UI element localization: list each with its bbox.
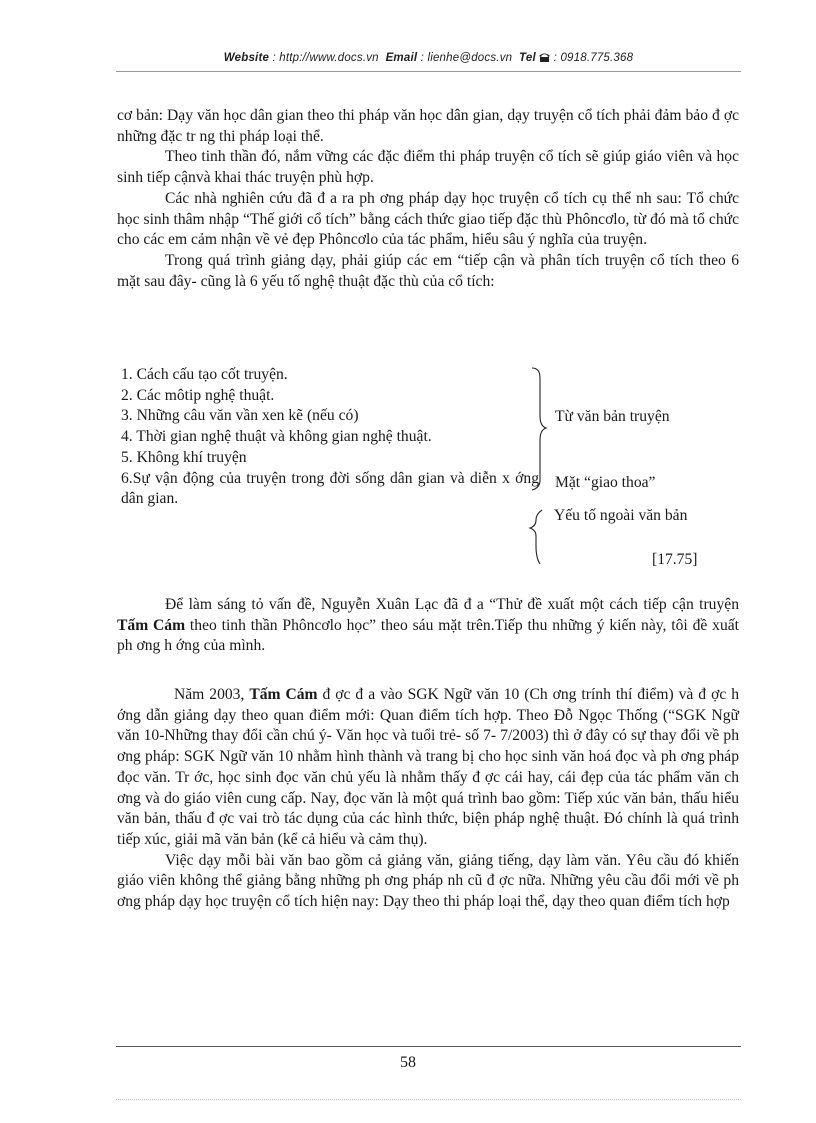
list-item: 4. Thời gian nghệ thuật và không gian nghệ thuật.	[121, 428, 432, 446]
citation: [17.75]	[652, 551, 698, 568]
art-elements-list	[121, 365, 539, 510]
page-header	[116, 52, 741, 64]
paragraph-6	[117, 685, 739, 851]
paragraph-2: Theo tinh thần đó, nắm vững các đặc điểm thi pháp truyện cổ tích sẽ giúp giáo viên và học sinh tiếp cậnvà khai thác truyện phù hợp.	[117, 148, 739, 187]
paragraph-3: Các nhà nghiên cứu đã đ a ra ph ơng pháp dạy học truyện cổ tích cụ thể nh sau: Tổ chức học sinh thâm nhập “Thế giới cổ tích” bằng cách thức giao tiếp đặc thù Phôncơlo, từ đó mà tổ chức cho các em cảm nhận về vẻ đẹp Phôncơlo của tác phẩm, hiểu sâu ý nghĩa của truyện.	[117, 189, 739, 249]
intro-block	[117, 106, 739, 292]
header-divider	[116, 71, 741, 72]
paragraph-block-5	[117, 595, 739, 657]
tel-label: Tel	[519, 52, 536, 64]
grouping-brace-icon	[530, 368, 550, 568]
paragraph-6-text: Năm 2003,	[174, 686, 250, 703]
phone-icon	[539, 52, 550, 64]
paragraph-5-text: theo tinh thần Phôncơlo học” theo sáu mặt trên.Tiếp thu những ý kiến này, tôi đề xuất ph ơng h ớng của mình.	[117, 616, 739, 655]
list-item: 5. Không khí truyện	[121, 448, 247, 466]
website-label: Website	[223, 52, 270, 64]
list-item: 6.Sự vận động của truyện trong đời sống dân gian và diễn x ớng dân gian.	[121, 469, 539, 508]
paragraph-5-text: Để làm sáng tỏ vấn đề, Nguyễn Xuân Lạc đã đ a “Thử đề xuất một cách tiếp cận truyện	[165, 596, 739, 613]
email-label: Email	[385, 52, 418, 64]
email-address[interactable]: : lienhe@docs.vn	[420, 52, 513, 64]
paragraph-block-6	[117, 685, 739, 913]
list-item: 3. Những câu văn vần xen kẽ (nếu có)	[121, 407, 359, 425]
paragraph-1: cơ bản: Dạy văn học dân gian theo thi pháp văn học dân gian, dạy truyện cổ tích phải đảm bảo đ ợc những đặc tr ng thi pháp loại thể.	[117, 107, 739, 145]
tam-cam-title: Tấm Cám	[117, 616, 186, 634]
list-item: 1. Cách cấu tạo cốt truyện.	[121, 366, 288, 383]
page-number: 58	[400, 1054, 416, 1071]
tel-number: : 0918.775.368	[553, 52, 634, 64]
list-item: 2. Các môtip nghệ thuật.	[121, 386, 275, 404]
group-label-outside: Yếu tố ngoài văn bản	[554, 507, 688, 524]
paragraph-5	[117, 595, 739, 657]
website-url[interactable]: : http://www.docs.vn	[272, 52, 379, 64]
footer-divider	[116, 1046, 741, 1047]
group-label-text: Từ văn bản truyện	[555, 408, 670, 425]
group-label-intersection: Mặt “giao thoa”	[555, 474, 656, 491]
paragraph-4: Trong quá trình giảng dạy, phải giúp các em “tiếp cận và phân tích truyện cổ tích theo 6 mặt sau đây- cũng là 6 yếu tố nghệ thuật đặc thù của cổ tích:	[117, 251, 739, 290]
paragraph-7: Việc dạy mỗi bài văn bao gồm cả giảng văn, giảng tiếng, dạy làm văn. Yêu cầu đó khiến giáo viên không thể giảng bằng những ph ơng pháp nh cũ đ ợc nữa. Những yêu cầu đổi mới về ph ơng pháp dạy học truyện cổ tích hiện nay: Dạy theo thi pháp loại thể, dạy theo quan điểm tích hợp	[117, 851, 739, 911]
paragraph-6-text: đ ợc đ a vào SGK Ngữ văn 10 (Ch ơng trính thí điểm) và đ ợc h ớng dẫn giảng dạy theo quan điểm mới: Quan điểm tích hợp. Theo Đỗ Ngọc Thống (“SGK Ngữ văn 10-Những thay đổi cần chú ý- Văn học và tuổi trẻ- số 7- 7/2003) thì ở đây có sự thay đổi về ph ơng pháp: SGK Ngữ văn 10 nhằm hình thành và trang bị cho học sinh văn hoá đọc và ph ơng pháp đọc văn. Tr ớc, học sinh đọc văn chủ yếu là nhằm thấy đ ợc cái hay, cái đẹp của tác phẩm văn ch ơng và do giáo viên cung cấp. Nay, đọc văn là một quá trình bao gồm: Tiếp xúc văn bản, thấu hiểu văn bản, thấu đ ợc vai trò tác dụng của các hình thức, biện pháp nghệ thuật. Đó chính là quá trình tiếp xúc, giải mã văn bản (kể cả hiểu và cảm thụ).	[117, 686, 740, 848]
page-bottom-divider	[116, 1099, 741, 1100]
tam-cam-title: Tấm Cám	[249, 686, 318, 703]
